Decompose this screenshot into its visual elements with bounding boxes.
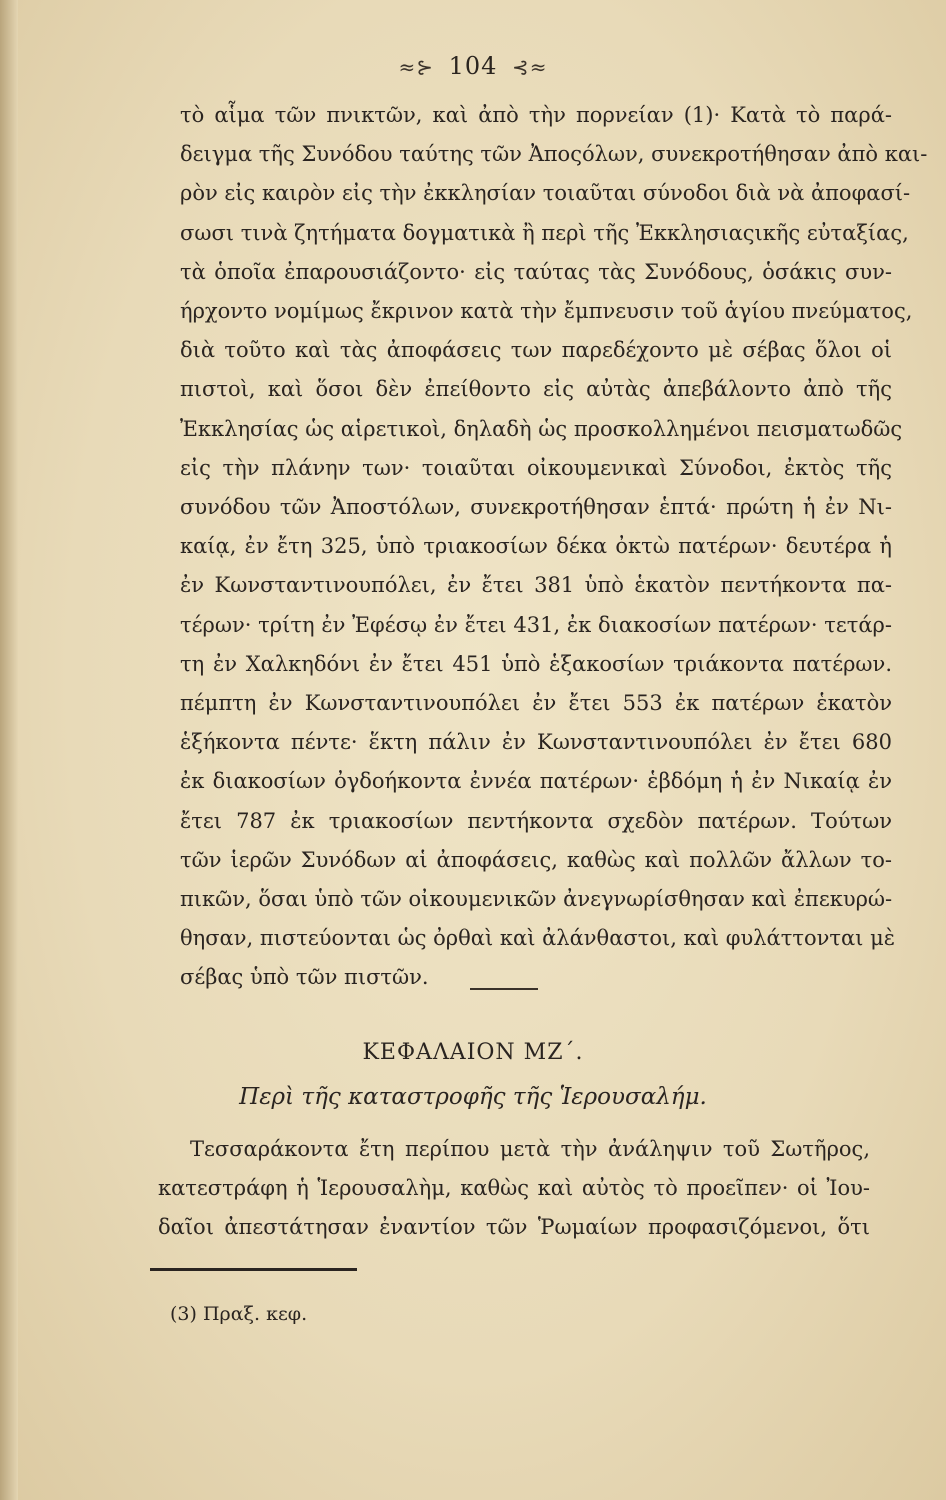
page-header: [0, 52, 946, 80]
text-line: πέμπτη ἐν Κωνσταντινουπόλει ἐν ἔτει 553 ἐκ πατέρων ἑκατὸν: [180, 691, 892, 716]
footnote: (3) Πραξ. κεφ.: [170, 1303, 308, 1325]
text-line: εἰς τὴν πλάνην των· τοιαῦται οἰκουμενικαὶ Σύνοδοι, ἐκτὸς τῆς: [180, 455, 892, 480]
text-line: ήρχοντο νομίμως ἔκρινον κατὰ τὴν ἔμπνευσιν τοῦ ἁγίου πνεύματος,: [180, 299, 913, 324]
text-line: διὰ τοῦτο καὶ τὰς ἀποφάσεις των παρεδέχοντο μὲ σέβας ὅλοι οἱ: [180, 338, 892, 363]
text-line: τη ἐν Χαλκηδόνι ἐν ἔτει 451 ὑπὸ ἑξακοσίων τριάκοντα πατέρων.: [180, 651, 892, 676]
ornament-left-icon: ≈⊱: [398, 55, 434, 79]
chapter-paragraph: [158, 1130, 870, 1247]
text-line: τὸ αἷμα τῶν πνικτῶν, καὶ ἀπὸ τὴν πορνείαν (1)· Κατὰ τὸ παρά-: [180, 103, 892, 127]
text-line: τὰ ὁποῖα ἐπαρουσιάζοντο· εἰς ταύτας τὰς Συνόδους, ὁσάκις συν-: [180, 259, 892, 284]
text-line: πιστοὶ, καὶ ὅσοι δὲν ἐπείθοντο εἰς αὐτὰς ἀπεβάλοντο ἀπὸ τῆς: [180, 377, 892, 402]
text-line: ρὸν εἰς καιρὸν εἰς τὴν ἐκκλησίαν τοιαῦται σύνοδοι διὰ νὰ ἀποφασί-: [180, 181, 911, 206]
chapter-subtitle: Περὶ τῆς καταστροφῆς τῆς Ἱερουσαλήμ.: [239, 1084, 707, 1110]
page-gutter-shadow: [0, 0, 18, 1500]
text-line: καίᾳ, ἐν ἔτη 325, ὑπὸ τριακοσίων δέκα ὀκτὼ πατέρων· δευτέρα ἡ: [180, 534, 892, 559]
text-line: ἑξήκοντα πέντε· ἕκτη πάλιν ἐν Κωνσταντινουπόλει ἐν ἔτει 680: [180, 730, 892, 755]
text-line: τέρων· τρίτη ἐν Ἐφέσῳ ἐν ἔτει 431, ἐκ διακοσίων πατέρων· τετάρ-: [180, 612, 892, 637]
text-line: δειγμα τῆς Συνόδου ταύτης τῶν Ἀποςόλων, συνεκροτήθησαν ἀπὸ και-: [180, 142, 928, 167]
text-line: τῶν ἱερῶν Συνόδων αἱ ἀποφάσεις, καθὼς καὶ πολλῶν ἄλλων το-: [180, 847, 892, 872]
text-line: δαῖοι ἀπεστάτησαν ἐναντίον τῶν Ῥωμαίων προφασιζόμενοι, ὅτι: [158, 1215, 870, 1239]
text-line: ἐν Κωνσταντινουπόλει, ἐν ἔτει 381 ὑπὸ ἑκατὸν πεντήκοντα πα-: [180, 573, 892, 598]
text-line: ἐκ διακοσίων ὀγδοήκοντα ἐννέα πατέρων· ἑβδόμη ἡ ἐν Νικαίᾳ ἐν: [180, 769, 892, 794]
text-line: σωσι τινὰ ζητήματα δογματικὰ ἢ περὶ τῆς Ἐκκλησιαςικῆς εὐταξίας,: [180, 220, 909, 245]
footnote-divider: [150, 1268, 357, 1271]
text-line: Τεσσαράκοντα ἔτη περίπου μετὰ τὴν ἀνάληψιν τοῦ Σωτῆρος,: [190, 1137, 870, 1161]
page-number: 104: [448, 52, 498, 80]
text-line: ἔτει 787 ἐκ τριακοσίων πεντήκοντα σχεδὸν πατέρων. Τούτων: [180, 808, 892, 833]
main-paragraph: [180, 96, 928, 998]
text-line: κατεστράφη ἡ Ἱερουσαλὴμ, καθὼς καὶ αὐτὸς τὸ προεῖπεν· οἱ Ἰου-: [158, 1176, 870, 1200]
text-line: σέβας ὑπὸ τῶν πιστῶν.: [180, 965, 429, 990]
text-line: Ἐκκλησίας ὡς αἱρετικοὶ, δηλαδὴ ὡς προσκολλημένοι πεισματωδῶς: [180, 416, 903, 441]
text-line: συνόδου τῶν Ἀποστόλων, συνεκροτήθησαν ἑπτά· πρώτη ἡ ἐν Νι-: [180, 495, 892, 520]
text-line: θησαν, πιστεύονται ὡς ὀρθαὶ καὶ ἀλάνθαστοι, καὶ φυλάττονται μὲ: [180, 926, 895, 951]
text-line: πικῶν, ὅσαι ὑπὸ τῶν οἰκουμενικῶν ἀνεγνωρίσθησαν καὶ ἐπεκυρώ-: [180, 887, 893, 912]
section-divider: [470, 988, 538, 990]
ornament-right-icon: ⊰≈: [512, 55, 548, 79]
chapter-title: ΚΕΦΑΛΑΙΟΝ ΜΖ΄.: [362, 1040, 584, 1065]
